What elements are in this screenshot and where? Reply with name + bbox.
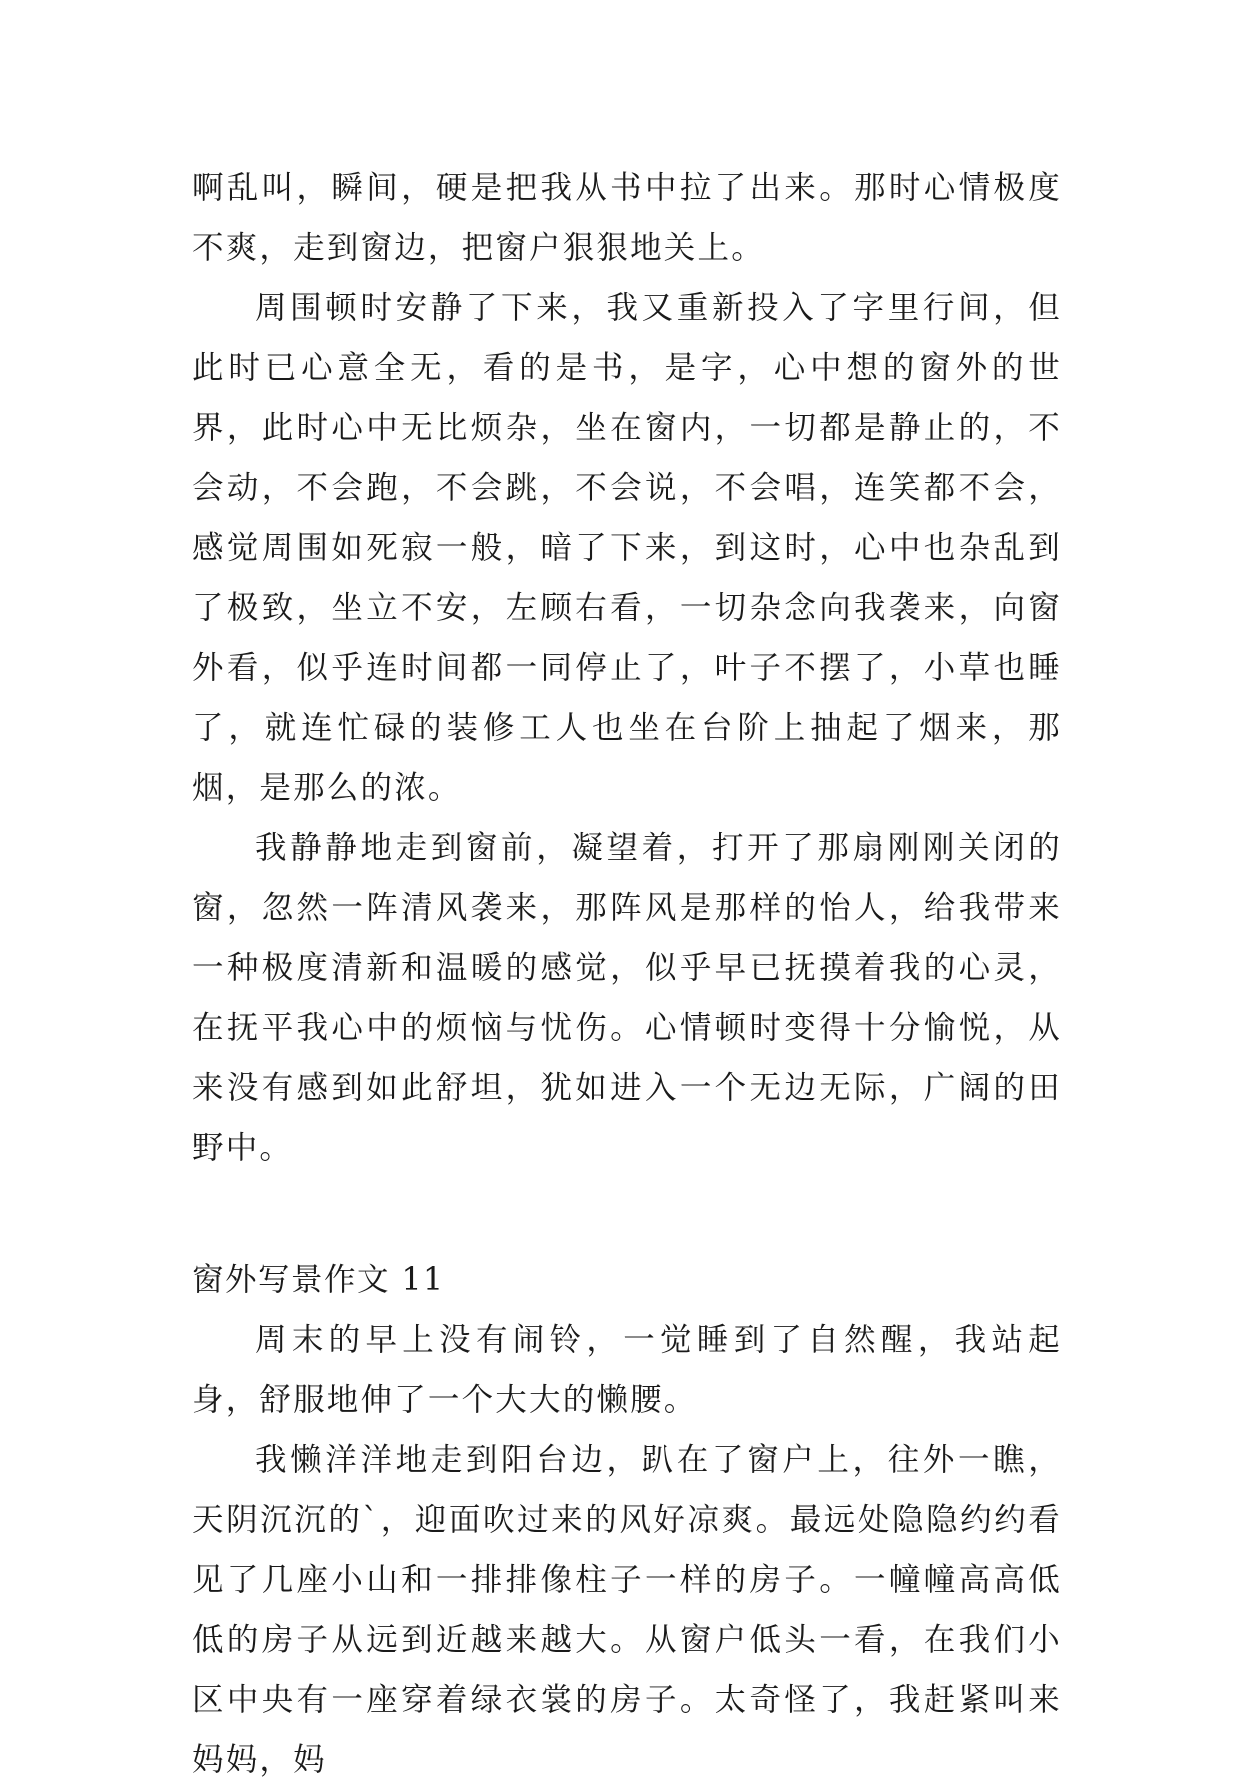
paragraph-continued: 啊乱叫，瞬间，硬是把我从书中拉了出来。那时心情极度不爽，走到窗边，把窗户狠狠地关上。 <box>192 170 1062 266</box>
paragraph: 我懒洋洋地走到阳台边，趴在了窗户上，往外一瞧，天阴沉沉的`，迎面吹过来的风好凉爽。最远处隐隐约约看见了几座小山和一排排像柱子一样的房子。一幢幢高高低低的房子从远到近越来越大。从窗户低头一看，在我们小区中央有一座穿着绿衣裳的房子。太奇怪了，我赶紧叫来妈妈，妈 <box>192 1442 1062 1778</box>
document-page <box>192 158 1062 1790</box>
section-heading: 窗外写景作文 11 <box>192 1262 445 1298</box>
paragraph: 周围顿时安静了下来，我又重新投入了字里行间，但此时已心意全无，看的是书，是字，心中想的窗外的世界，此时心中无比烦杂，坐在窗内，一切都是静止的，不会动，不会跑，不会跳，不会说，不会唱，连笑都不会，感觉周围如死寂一般，暗了下来，到这时，心中也杂乱到了极致，坐立不安，左顾右看，一切杂念向我袭来，向窗外看，似乎连时间都一同停止了，叶子不摆了，小草也睡了，就连忙碌的装修工人也坐在台阶上抽起了烟来，那烟，是那么的浓。 <box>192 290 1062 806</box>
section-spacer <box>192 1178 1062 1250</box>
paragraph: 我静静地走到窗前，凝望着，打开了那扇刚刚关闭的窗，忽然一阵清风袭来，那阵风是那样的怡人，给我带来一种极度清新和温暖的感觉，似乎早已抚摸着我的心灵，在抚平我心中的烦恼与忧伤。心情顿时变得十分愉悦，从来没有感到如此舒坦，犹如进入一个无边无际，广阔的田野中。 <box>192 830 1062 1166</box>
paragraph: 周末的早上没有闹铃，一觉睡到了自然醒，我站起身，舒服地伸了一个大大的懒腰。 <box>192 1322 1062 1418</box>
